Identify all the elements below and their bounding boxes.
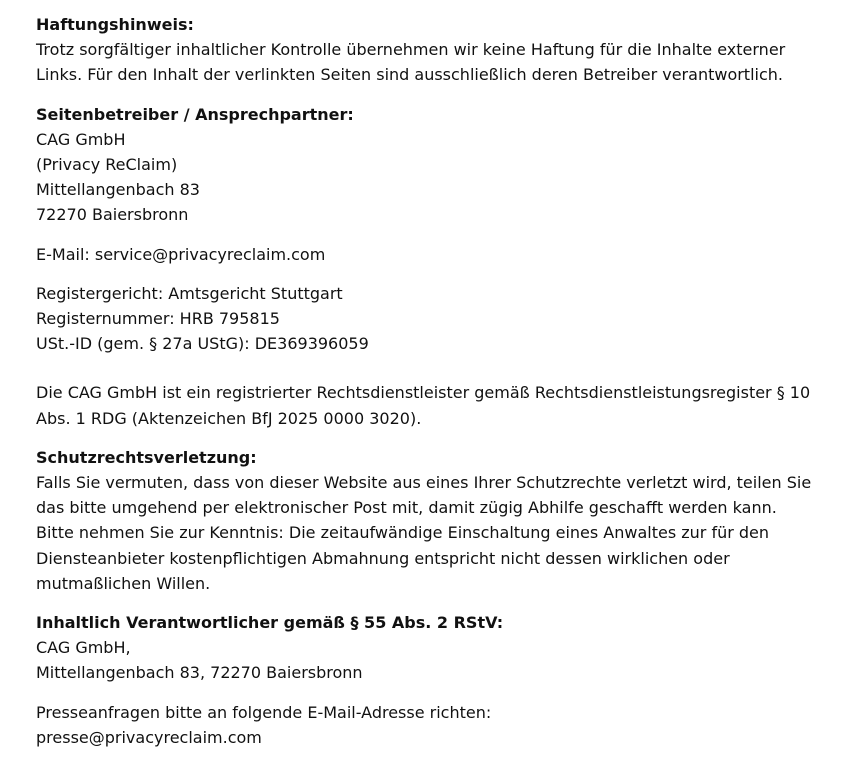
contact-section — [36, 242, 826, 267]
responsible-heading: Inhaltlich Verantwortlicher gemäß § 55 Abs. 2 RStV: — [36, 613, 504, 633]
ip-violation-text: Falls Sie vermuten, dass von dieser Website aus eines Ihrer Schutzrechte verletzt wird, teilen Sie das bitte umgehend per elektronischer Post mit, damit zügig Abhilfe geschafft werden kann. — [36, 473, 812, 518]
operator-heading: Seitenbetreiber / Ansprechpartner: — [36, 104, 354, 124]
operator-street: Mittellangenbach 83 — [36, 180, 200, 200]
register-number: Registernummer: HRB 795815 — [36, 309, 280, 329]
operator-city: 72270 Baiersbronn — [36, 205, 189, 225]
register-section — [36, 281, 826, 357]
legal-service-section — [36, 380, 826, 430]
disclaimer-heading: Haftungshinweis: — [36, 15, 194, 34]
responsible-address: Mittellangenbach 83, 72270 Baiersbronn — [36, 663, 363, 683]
disclaimer-section — [36, 12, 826, 88]
press-text: Presseanfragen bitte an folgende E-Mail-Adresse richten: — [36, 702, 492, 722]
operator-brand: (Privacy ReClaim) — [36, 155, 178, 175]
ip-violation-heading: Schutzrechtsverletzung: — [36, 447, 257, 467]
responsible-company: CAG GmbH, — [36, 638, 131, 658]
contact-email[interactable]: E-Mail: service@privacyreclaim.com — [36, 244, 326, 264]
imprint-content — [36, 12, 826, 764]
register-court: Registergericht: Amtsgericht Stuttgart — [36, 283, 343, 303]
press-section — [36, 700, 826, 750]
register-vat: USt.-ID (gem. § 27a UStG): DE369396059 — [36, 334, 369, 354]
operator-company: CAG GmbH — [36, 129, 126, 149]
responsible-section — [36, 610, 826, 686]
press-email[interactable]: presse@privacyreclaim.com — [36, 727, 262, 747]
section-spacer — [36, 370, 826, 380]
ip-violation-note: Bitte nehmen Sie zur Kenntnis: Die zeitaufwändige Einschaltung eines Anwaltes zur für den Diensteanbieter kostenpflichtigen Abmahnung entspricht nicht dessen wirklichen oder mutmaßlichen Willen. — [36, 523, 770, 593]
ip-violation-section — [36, 445, 826, 596]
legal-service-text: Die CAG GmbH ist ein registrierter Rechtsdienstleister gemäß Rechtsdienstleistungsregister § 10 Abs. 1 RDG (Aktenzeichen BfJ 2025 0000 3020). — [36, 383, 811, 428]
operator-section — [36, 102, 826, 228]
disclaimer-text: Trotz sorgfältiger inhaltlicher Kontrolle übernehmen wir keine Haftung für die Inhalte externer Links. Für den Inhalt der verlinkten Seiten sind ausschließlich deren Betreiber verantwortlich. — [36, 40, 786, 85]
